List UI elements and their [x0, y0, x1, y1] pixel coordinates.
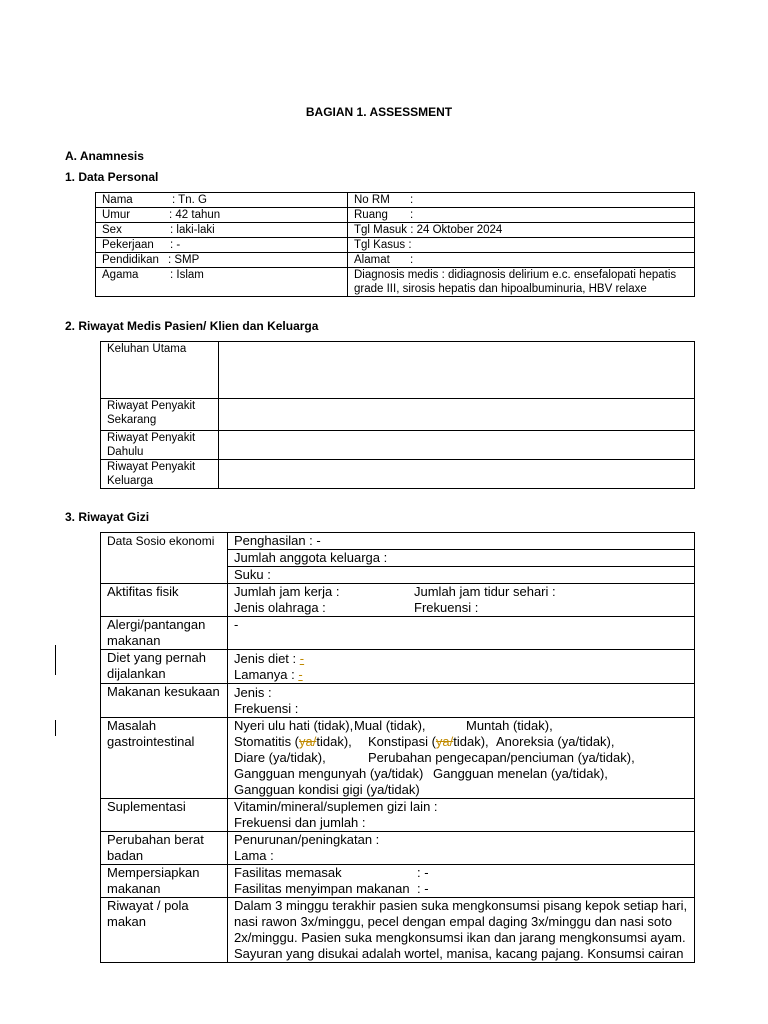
gastro-item: Gangguan menelan (ya/tidak),	[433, 766, 608, 781]
section-heading-riwayat-medis: 2. Riwayat Medis Pasien/ Klien dan Keluarga	[65, 319, 319, 333]
gizi-label-cell: Riwayat / pola makan	[101, 898, 228, 963]
diet-duration-label: Lamanya :	[234, 667, 299, 682]
table-row	[101, 865, 695, 898]
table-row	[101, 617, 695, 650]
table-row	[101, 431, 695, 460]
income-line: Penghasilan : -	[234, 533, 321, 548]
gizi-value-cell	[228, 718, 695, 799]
diet-type-label: Jenis diet :	[234, 651, 300, 666]
nutrition-history-table	[100, 532, 695, 963]
gizi-label-cell: Mempersiapkan makanan	[101, 865, 228, 898]
personal-right-cell	[348, 223, 695, 238]
field-label: Tgl Masuk : 24 Oktober 2024	[354, 224, 503, 236]
cooking-facility-line	[234, 865, 688, 881]
field-value: : Tn. G	[172, 194, 207, 206]
personal-left-cell	[96, 268, 348, 297]
table-row	[101, 898, 695, 963]
table-row	[96, 208, 695, 223]
field-value: : Islam	[170, 269, 204, 281]
diet-type-line	[234, 650, 688, 667]
field-value: :	[410, 194, 414, 206]
personal-left-cell	[96, 238, 348, 253]
table-row	[101, 584, 695, 617]
tracked-deletion: ya/	[299, 734, 317, 749]
table-row	[101, 650, 695, 684]
table-row	[96, 268, 695, 297]
gastro-item: Stomatitis (	[234, 734, 300, 749]
medical-value-cell	[219, 342, 695, 399]
gastro-line	[234, 750, 688, 766]
cooking-facility-value: : -	[417, 865, 429, 880]
gizi-value-cell	[228, 684, 695, 718]
field-label: Nama	[102, 194, 133, 206]
table-row	[101, 533, 695, 584]
field-label: Alamat	[354, 254, 390, 266]
medical-label-cell: Riwayat Penyakit Dahulu	[101, 431, 219, 460]
gizi-label-cell: Perubahan berat badan	[101, 832, 228, 865]
field-label: Sex	[102, 224, 122, 236]
gizi-value-cell	[228, 533, 695, 584]
cooking-facility-label: Fasilitas memasak	[234, 865, 342, 880]
section-heading-data-personal: 1. Data Personal	[65, 170, 159, 184]
field-value: : -	[170, 239, 181, 251]
favorite-food-frequency: Frekuensi :	[234, 701, 299, 716]
field-label: Ruang	[354, 209, 388, 221]
gastro-item: Perubahan pengecapan/penciuman (ya/tidak),	[368, 750, 635, 765]
gastro-item: Konstipasi (	[368, 734, 436, 749]
medical-value-cell	[219, 399, 695, 431]
gastro-item: Muntah (tidak),	[466, 718, 553, 733]
field-label: No RM	[354, 194, 390, 206]
personal-left-cell	[96, 253, 348, 268]
supplement-line: Vitamin/mineral/suplemen gizi lain :	[234, 799, 438, 814]
favorite-food-type: Jenis :	[234, 685, 272, 700]
medical-label-cell: Riwayat Penyakit Sekarang	[101, 399, 219, 431]
eating-pattern-cell: Dalam 3 minggu terakhir pasien suka mengkonsumsi pisang kepok setiap hari, nasi rawon 3x/minggu, pecel dengan empal daging 3x/minggu dan nasi soto 2x/minggu. Pasien suka mengkonsumsi ikan dan jarang mengkonsumsi ayam. Sayuran yang disukai adalah wortel, manisa, kacang pajang. Konsumsi cairan	[228, 898, 695, 963]
gizi-label-cell: Masalah gastrointestinal	[101, 718, 228, 799]
field-value: :	[410, 254, 414, 266]
gastro-item: tidak),	[453, 734, 489, 749]
diet-duration-line	[234, 667, 688, 683]
medical-value-cell	[219, 460, 695, 489]
diagnosis-text: Diagnosis medis : didiagnosis delirium e.c. ensefalopati hepatis grade III, sirosis hepatis dan hipoalbuminuria, HBV relaxe	[354, 269, 677, 295]
field-value: : SMP	[168, 254, 200, 266]
table-row	[101, 399, 695, 431]
table-row	[101, 342, 695, 399]
exercise-frequency-label: Frekuensi :	[414, 600, 479, 615]
gizi-label-cell: Alergi/pantangan makanan	[101, 617, 228, 650]
gastro-line	[234, 766, 688, 782]
table-row	[96, 193, 695, 208]
gastro-line	[234, 734, 688, 750]
storage-facility-label: Fasilitas menyimpan makanan	[234, 881, 410, 896]
weight-change-line: Penurunan/peningkatan :	[234, 832, 380, 847]
personal-right-cell	[348, 193, 695, 208]
page-title: BAGIAN 1. ASSESSMENT	[305, 105, 453, 119]
gizi-value-cell	[228, 584, 695, 617]
personal-left-cell	[96, 193, 348, 208]
table-row	[96, 238, 695, 253]
field-label: Pekerjaan	[102, 239, 154, 251]
gastro-item: Anoreksia (ya/tidak),	[496, 734, 615, 749]
gizi-value-cell	[228, 832, 695, 865]
gizi-value-cell	[228, 799, 695, 832]
table-row	[101, 684, 695, 718]
revision-bar	[55, 720, 56, 736]
field-value: :	[410, 209, 414, 221]
medical-label-cell: Keluhan Utama	[101, 342, 219, 399]
diagnosis-cell	[348, 268, 695, 297]
medical-history-table	[100, 341, 695, 489]
gastro-item: tidak),	[316, 734, 352, 749]
gastro-item: Gangguan mengunyah (ya/tidak)	[234, 766, 424, 781]
storage-facility-line	[234, 881, 688, 897]
medical-value-cell	[219, 431, 695, 460]
family-members-line: Jumlah anggota keluarga :	[228, 549, 694, 566]
table-row	[96, 223, 695, 238]
work-hours-label: Jumlah jam kerja :	[234, 584, 340, 599]
gastro-line: Gangguan kondisi gigi (ya/tidak)	[234, 782, 420, 797]
tracked-deletion: ya/	[435, 734, 454, 749]
gizi-value-cell: -	[228, 617, 695, 650]
ethnicity-line: Suku :	[228, 566, 694, 583]
gizi-label-cell: Data Sosio ekonomi	[101, 533, 228, 584]
field-label: Agama	[102, 269, 139, 281]
supplement-frequency-line: Frekuensi dan jumlah :	[234, 815, 366, 830]
personal-right-cell	[348, 253, 695, 268]
gizi-value-cell	[228, 865, 695, 898]
personal-left-cell	[96, 208, 348, 223]
table-row	[96, 253, 695, 268]
section-heading-riwayat-gizi: 3. Riwayat Gizi	[65, 510, 150, 524]
table-row	[101, 799, 695, 832]
personal-data-table	[95, 192, 695, 297]
field-label: Tgl Kasus :	[354, 239, 412, 251]
activity-line	[234, 600, 688, 616]
table-row	[101, 718, 695, 799]
gizi-label-cell: Aktifitas fisik	[101, 584, 228, 617]
table-row	[101, 832, 695, 865]
weight-duration-line: Lama :	[234, 848, 274, 863]
personal-right-cell	[348, 208, 695, 223]
activity-line	[234, 584, 688, 600]
gastro-item: Nyeri ulu hati (tidak),	[234, 718, 354, 733]
gizi-value-cell	[228, 650, 695, 684]
revision-bar	[55, 645, 56, 675]
gizi-label-cell: Diet yang pernah dijalankan	[101, 650, 228, 684]
gastro-item: Diare (ya/tidak),	[234, 750, 326, 765]
table-row	[101, 460, 695, 489]
gizi-label-cell: Suplementasi	[101, 799, 228, 832]
personal-right-cell	[348, 238, 695, 253]
gizi-label-cell: Makanan kesukaan	[101, 684, 228, 718]
section-heading-anamnesis: A. Anamnesis	[65, 149, 144, 163]
field-label: Pendidikan	[102, 254, 159, 266]
field-label: Umur	[102, 209, 131, 221]
medical-label-cell: Riwayat Penyakit Keluarga	[101, 460, 219, 489]
tracked-insertion: -	[298, 667, 303, 682]
exercise-type-label: Jenis olahraga :	[234, 600, 326, 615]
storage-facility-value: : -	[417, 881, 429, 896]
gastro-item: Mual (tidak),	[354, 718, 426, 733]
field-value: : laki-laki	[170, 224, 215, 236]
field-value: : 42 tahun	[169, 209, 221, 221]
tracked-insertion: -	[299, 651, 305, 666]
personal-left-cell	[96, 223, 348, 238]
gastro-line	[234, 718, 688, 734]
sleep-hours-label: Jumlah jam tidur sehari :	[414, 584, 556, 599]
